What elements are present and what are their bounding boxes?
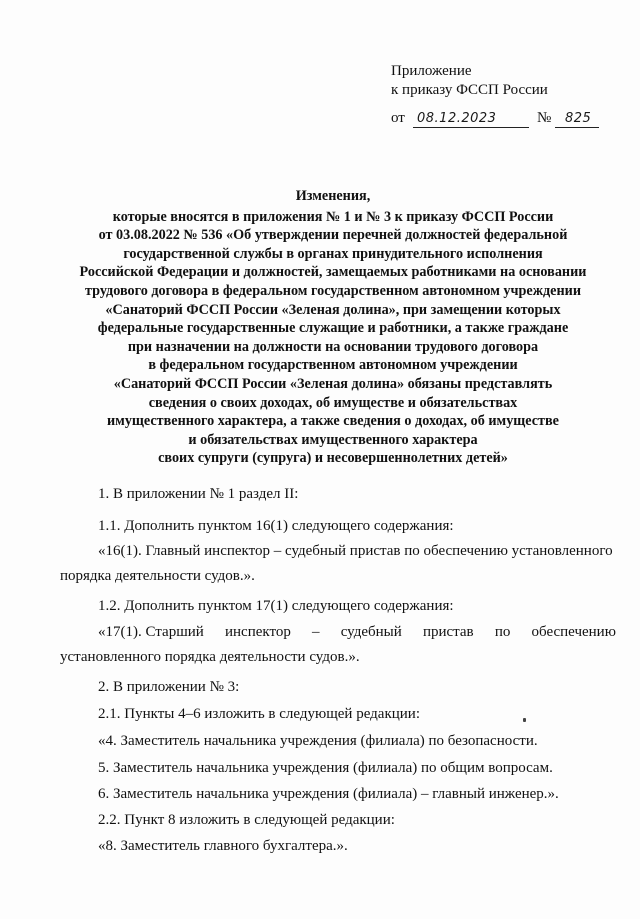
number-prefix: № (537, 110, 552, 126)
title-line: Российской Федерации и должностей, замещаемых работниками на основании (79, 264, 587, 281)
paragraph-1-2: 1.2. Дополнить пунктом 17(1) следующего содержания: (98, 598, 454, 614)
justified-word: пристав (422, 624, 474, 640)
title-line: трудового договора в федеральном государственном автономном учреждении (84, 282, 581, 299)
paragraph-2-1: 2.1. Пункты 4–6 изложить в следующей редакции: (98, 706, 420, 722)
justified-word: по (494, 624, 511, 640)
item-6: 6. Заместитель начальника учреждения (филиала) – главный инженер.». (98, 786, 559, 802)
item-4: «4. Заместитель начальника учреждения (филиала) по безопасности. (98, 733, 538, 749)
title-line: сведения о своих доходах, об имуществе и обязательствах (148, 394, 518, 411)
justified-word: «17(1). Старший (98, 624, 204, 640)
scan-speck (523, 718, 526, 722)
order-reference: к приказу ФССП России (391, 82, 548, 98)
title-line: в федеральном государственном автономном учреждении (148, 357, 518, 374)
appendix-label: Приложение (391, 63, 472, 79)
paragraph-17-1-line2: установленного порядка деятельности судов.». (60, 649, 360, 665)
paragraph-2-2: 2.2. Пункт 8 изложить в следующей редакции: (98, 812, 395, 828)
justified-word: инспектор (224, 624, 291, 640)
title-line: и обязательствах имущественного характера (188, 431, 478, 448)
title-line: Изменения, (295, 188, 371, 204)
title-line: государственной службы в органах принудительного исполнения (123, 245, 543, 262)
justified-word: судебный (340, 624, 402, 640)
handwritten-number: 825 (565, 111, 592, 126)
paragraph-16-1-line1: «16(1). Главный инспектор – судебный пристав по обеспечению установленного (98, 543, 613, 559)
title-line: при назначении на должности на основании трудового договора (127, 338, 539, 355)
item-5: 5. Заместитель начальника учреждения (филиала) по общим вопросам. (98, 760, 553, 776)
paragraph-16-1-line2: порядка деятельности судов.». (60, 568, 255, 584)
justified-word: – (312, 624, 320, 640)
paragraph-1-1: 1.1. Дополнить пунктом 16(1) следующего содержания: (98, 518, 454, 534)
title-line: федеральные государственные служащие и работники, а также граждане (97, 320, 569, 337)
appendix-header (391, 62, 548, 100)
order-date-number-row (391, 108, 611, 132)
paragraph-1: 1. В приложении № 1 раздел II: (98, 486, 299, 502)
title-line: имущественного характера, а также сведения о доходах, об имуществе (107, 413, 559, 430)
justified-word: обеспечению (531, 624, 616, 640)
title-line: «Санаторий ФССП России «Зеленая долина», при замещении которых (105, 301, 561, 318)
item-8: «8. Заместитель главного бухгалтера.». (98, 838, 348, 854)
title-line: «Санаторий ФССП России «Зеленая долина» обязаны представлять (113, 375, 553, 392)
document-title (52, 187, 614, 468)
date-underline (413, 127, 529, 128)
handwritten-date: 08.12.2023 (417, 111, 497, 126)
date-prefix: от (391, 110, 405, 126)
paragraph-17-1-line1 (98, 624, 616, 641)
title-line: которые вносятся в приложения № 1 и № 3 к приказу ФССП России (112, 208, 554, 225)
number-underline (555, 127, 599, 128)
paragraph-2: 2. В приложении № 3: (98, 679, 240, 695)
title-line: своих супруги (супруга) и несовершеннолетних детей» (158, 450, 508, 467)
title-line: от 03.08.2022 № 536 «Об утверждении перечней должностей федеральной (98, 227, 568, 244)
